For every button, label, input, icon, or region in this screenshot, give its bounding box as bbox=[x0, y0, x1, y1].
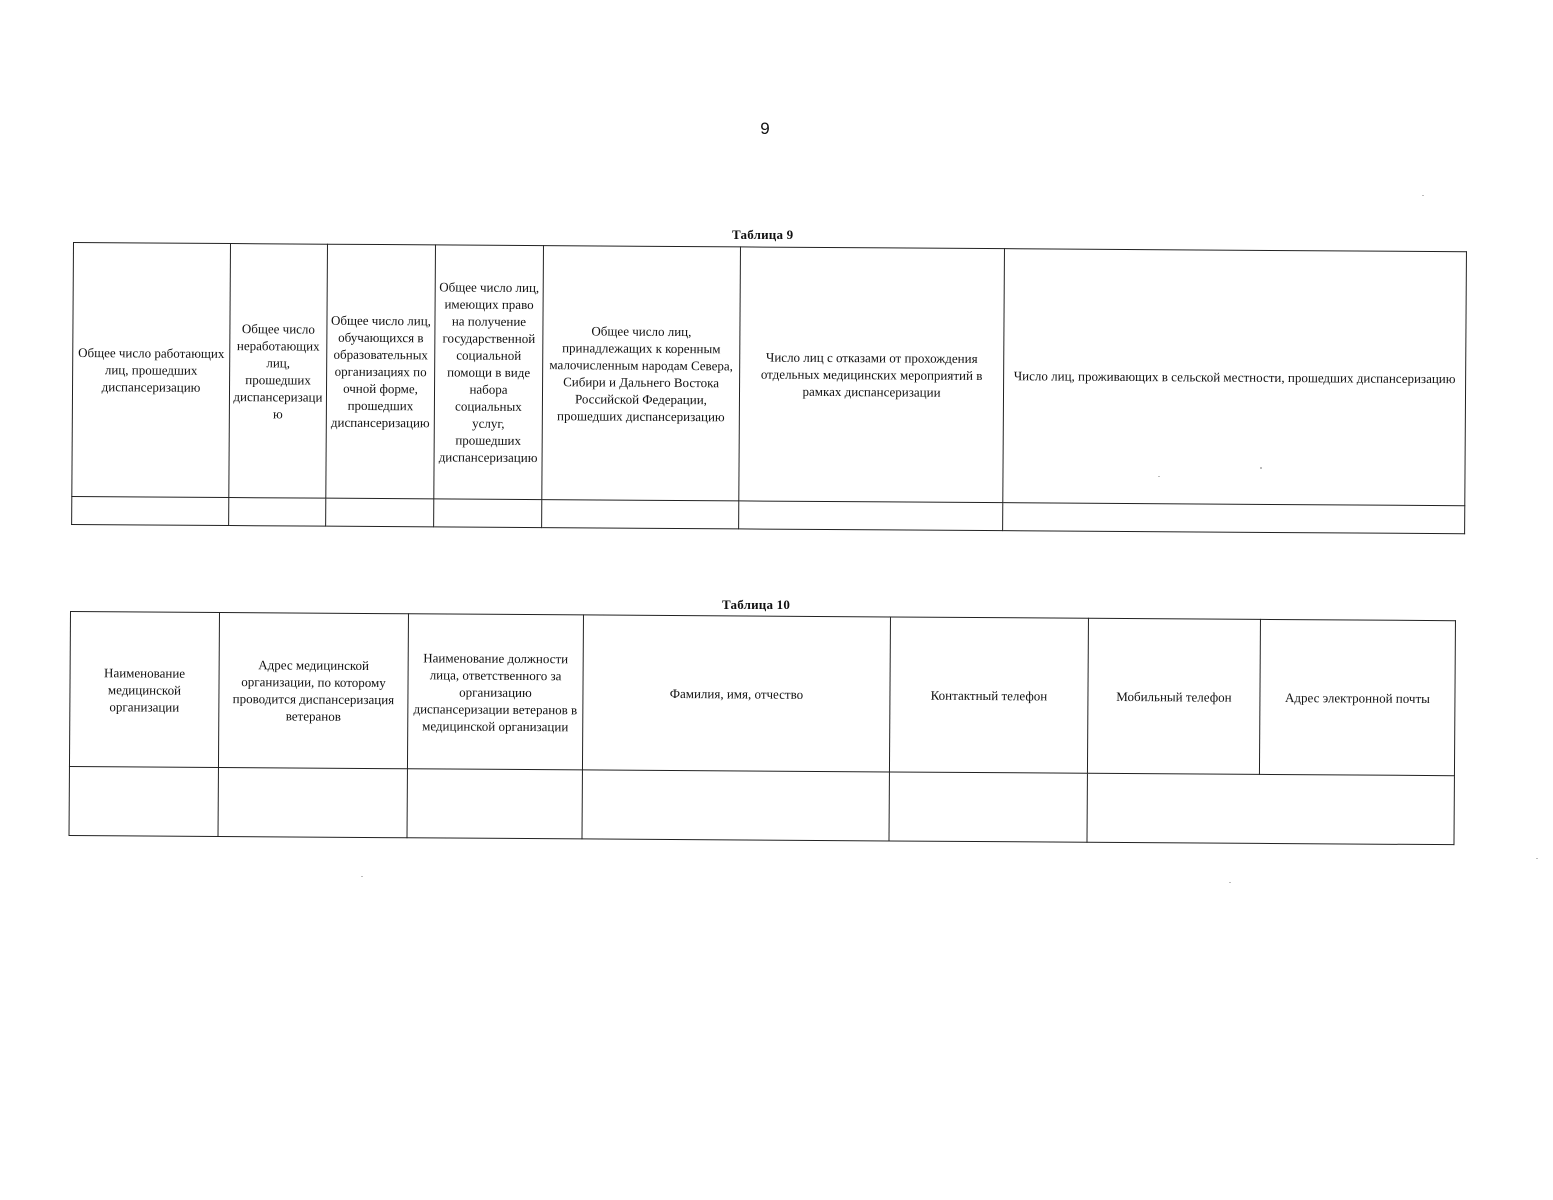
table-9-empty-cell bbox=[1003, 503, 1465, 534]
scan-speck bbox=[1229, 882, 1231, 883]
scan-speck bbox=[1260, 467, 1262, 469]
table-10-empty-cell bbox=[407, 769, 582, 839]
table-10-empty-cell bbox=[582, 770, 889, 841]
table-10-empty-row bbox=[69, 766, 1454, 844]
table-10-header-cell: Мобильный телефон bbox=[1087, 618, 1260, 774]
scan-speck bbox=[361, 876, 363, 877]
table-9-empty-cell bbox=[542, 500, 739, 529]
page-number: 9 bbox=[760, 119, 770, 138]
table-10-empty-cell bbox=[69, 766, 218, 836]
table-9-header-cell: Общее число лиц, имеющих право на получение государственной социальной помощи в виде набора социальных услуг, прошедших диспансеризацию bbox=[434, 245, 544, 500]
table-10-header-row bbox=[69, 612, 1455, 776]
table-9-header-cell: Общее число работающих лиц, прошедших диспансеризацию bbox=[72, 243, 231, 498]
table-9-header-cell: Число лиц, проживающих в сельской местности, прошедших диспансеризацию bbox=[1003, 249, 1467, 506]
table-9-header-cell: Число лиц с отказами от прохождения отдельных медицинских мероприятий в рамках диспансеризации bbox=[739, 247, 1005, 503]
table-9-empty-cell bbox=[72, 496, 229, 525]
table-9-caption: Таблица 9 bbox=[732, 227, 794, 242]
table-9-empty-cell bbox=[326, 498, 434, 527]
table-10-header-cell: Наименование должности лица, ответственного за организацию диспансеризации ветеранов в медицинской организации bbox=[407, 614, 583, 770]
table-10-header-cell: Контактный телефон bbox=[889, 617, 1088, 773]
scan-speck bbox=[1422, 195, 1424, 196]
table-9-empty-cell bbox=[229, 498, 326, 527]
scan-speck bbox=[1536, 858, 1538, 859]
table-9-header-cell: Общее число лиц, обучающихся в образовательных организациях по очной форме, прошедших диспансеризацию bbox=[326, 244, 436, 499]
table-10-caption: Таблица 10 bbox=[722, 597, 791, 612]
table-10-header-cell: Адрес медицинской организации, по которому проводится диспансеризация ветеранов bbox=[218, 612, 408, 768]
table-10-header-cell: Наименование медицинской организации bbox=[69, 612, 219, 768]
table-9-empty-cell bbox=[739, 501, 1003, 531]
table-10 bbox=[69, 611, 1456, 845]
table-10-header-cell: Фамилия, имя, отчество bbox=[582, 615, 890, 772]
table-9-header-cell: Общее число лиц, принадлежащих к коренным малочисленным народам Севера, Сибири и Дальнего Востока Российской Федерации, прошедших диспансеризацию bbox=[542, 246, 741, 501]
table-10-header-cell: Адрес электронной почты bbox=[1259, 619, 1455, 775]
table-9-header-cell: Общее число неработающих лиц, прошедших диспансеризацию bbox=[229, 244, 328, 499]
table-9-empty-cell bbox=[434, 499, 542, 528]
table-10-empty-cell bbox=[889, 772, 1087, 842]
table-9 bbox=[71, 242, 1467, 534]
table-10-empty-cell bbox=[1087, 773, 1454, 844]
table-10-empty-cell bbox=[218, 767, 407, 837]
scan-speck bbox=[1158, 476, 1160, 477]
table-9-header-row bbox=[72, 243, 1467, 506]
